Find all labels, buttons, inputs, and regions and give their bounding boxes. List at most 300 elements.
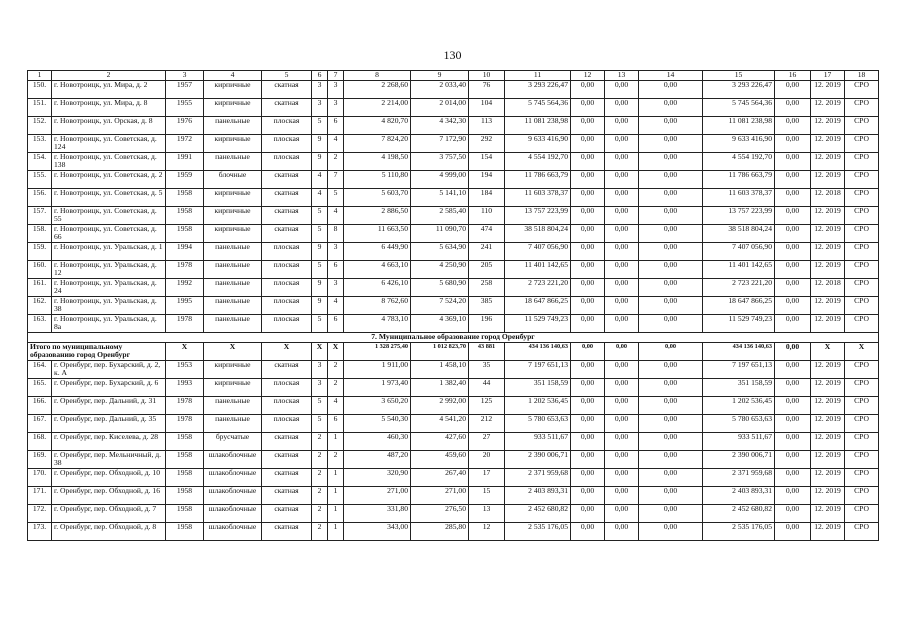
total-cell: X (328, 342, 344, 360)
table-cell: 0,00 (775, 116, 811, 134)
table-cell: скатная (262, 468, 312, 486)
table-cell: 0,00 (571, 522, 605, 540)
table-cell: 27 (469, 432, 505, 450)
column-number: 15 (703, 71, 775, 81)
table-cell: 343,00 (344, 522, 411, 540)
total-cell: X (204, 342, 262, 360)
section-spacer (28, 332, 879, 342)
table-cell: 4 (312, 170, 328, 188)
table-cell: 5 680,90 (411, 278, 469, 296)
table-cell: 168. (28, 432, 52, 450)
table-cell: СРО (845, 224, 879, 242)
table-cell: 12. 2019 (811, 432, 845, 450)
table-cell: 163. (28, 314, 52, 332)
table-cell: 11 081 238,98 (505, 116, 571, 134)
table-cell: 158. (28, 224, 52, 242)
table-cell: плоская (262, 314, 312, 332)
total-row (28, 342, 879, 360)
table-cell: 6 (328, 414, 344, 432)
table-cell: 0,00 (571, 468, 605, 486)
table-cell: панельные (204, 314, 262, 332)
table-cell: СРО (845, 206, 879, 224)
table-cell: 2 (312, 486, 328, 504)
total-cell: X (811, 342, 845, 360)
column-number: 7 (328, 71, 344, 81)
table-cell: 2 403 893,31 (703, 486, 775, 504)
table-cell: 13 757 223,99 (505, 206, 571, 224)
table-cell: 11 786 663,79 (703, 170, 775, 188)
table-cell: г. Новотроицк, ул. Уральская, д. 38 (52, 296, 166, 314)
table-cell: 0,00 (639, 224, 703, 242)
table-cell: 0,00 (639, 278, 703, 296)
table-cell: 38 518 804,24 (505, 224, 571, 242)
table-cell: 110 (469, 206, 505, 224)
table-cell: 161. (28, 278, 52, 296)
table-cell: 12. 2018 (811, 188, 845, 206)
table-cell: 0,00 (639, 414, 703, 432)
table-row (28, 116, 879, 134)
table-cell: 11 603 378,37 (505, 188, 571, 206)
table-cell: г. Оренбург, пер. Обходной, д. 16 (52, 486, 166, 504)
table-cell: 0,00 (775, 360, 811, 378)
table-cell: СРО (845, 116, 879, 134)
table-cell: 0,00 (571, 396, 605, 414)
table-cell: 3 (312, 98, 328, 116)
table-cell: шлакоблочные (204, 486, 262, 504)
table-cell: скатная (262, 522, 312, 540)
table-cell: 169. (28, 450, 52, 468)
table-cell: брусчатые (204, 432, 262, 450)
table-cell: 0,00 (775, 278, 811, 296)
table-cell: 2 (312, 432, 328, 450)
table-cell: 0,00 (639, 242, 703, 260)
table-cell: 5 (312, 206, 328, 224)
total-cell: 1 012 823,70 (411, 342, 469, 360)
table-cell: 0,00 (571, 486, 605, 504)
total-cell: X (262, 342, 312, 360)
table-cell: 0,00 (571, 260, 605, 278)
table-cell: 3 (328, 80, 344, 98)
table-cell: 15 (469, 486, 505, 504)
table-cell: 0,00 (605, 450, 639, 468)
table-cell: 173. (28, 522, 52, 540)
table-cell: 474 (469, 224, 505, 242)
table-cell: 12. 2019 (811, 116, 845, 134)
table-cell: 2 403 893,31 (505, 486, 571, 504)
table-cell: 0,00 (605, 134, 639, 152)
table-cell: 3 (328, 98, 344, 116)
table-row (28, 278, 879, 296)
table-cell: 1 (328, 522, 344, 540)
table-cell: 12. 2019 (811, 152, 845, 170)
table-cell: 9 (312, 152, 328, 170)
table-cell: кирпичные (204, 360, 262, 378)
table-cell: г. Оренбург, пер. Обходной, д. 7 (52, 504, 166, 522)
table-cell: г. Новотроицк, ул. Советская, д. 124 (52, 134, 166, 152)
table-cell: 1958 (166, 206, 204, 224)
table-cell: СРО (845, 314, 879, 332)
table-cell: кирпичные (204, 224, 262, 242)
table-row (28, 134, 879, 152)
table-cell: плоская (262, 152, 312, 170)
table-cell: скатная (262, 98, 312, 116)
table-cell: 487,20 (344, 450, 411, 468)
table-cell: 170. (28, 468, 52, 486)
table-cell: 0,00 (571, 116, 605, 134)
column-number: 3 (166, 71, 204, 81)
column-number: 16 (775, 71, 811, 81)
table-cell: г. Новотроицк, ул. Советская, д. 138 (52, 152, 166, 170)
column-number: 17 (811, 71, 845, 81)
table-cell: 7 524,20 (411, 296, 469, 314)
table-cell: 0,00 (605, 360, 639, 378)
table-cell: 11 090,70 (411, 224, 469, 242)
table-cell: 1959 (166, 170, 204, 188)
table-cell: СРО (845, 378, 879, 396)
table-cell: 125 (469, 396, 505, 414)
table-cell: 0,00 (775, 134, 811, 152)
table-cell: 5 (312, 224, 328, 242)
table-cell: 172. (28, 504, 52, 522)
table-cell: 12. 2019 (811, 98, 845, 116)
table-cell: 3 (312, 80, 328, 98)
table-row (28, 486, 879, 504)
table-cell: СРО (845, 152, 879, 170)
table-cell: 0,00 (775, 432, 811, 450)
table-cell: кирпичные (204, 134, 262, 152)
table-cell: г. Оренбург, пер. Бухарский, д. 2, к. А (52, 360, 166, 378)
table-cell: 5 603,70 (344, 188, 411, 206)
table-cell: 4 820,70 (344, 116, 411, 134)
table-cell: 1 (328, 504, 344, 522)
table-cell: 2 390 006,71 (703, 450, 775, 468)
table-cell: 153. (28, 134, 52, 152)
table-cell: 1953 (166, 360, 204, 378)
table-cell: 0,00 (775, 152, 811, 170)
table-cell: СРО (845, 360, 879, 378)
table-cell: 3 (312, 378, 328, 396)
table-cell: 4 (312, 188, 328, 206)
table-cell: 1992 (166, 278, 204, 296)
table-cell: 276,50 (411, 504, 469, 522)
table-cell: 427,60 (411, 432, 469, 450)
table-cell: 271,00 (411, 486, 469, 504)
total-cell: 0,00 (775, 342, 811, 360)
table-cell: скатная (262, 170, 312, 188)
table-cell: СРО (845, 134, 879, 152)
table-cell: 9 (312, 242, 328, 260)
table-cell: 285,80 (411, 522, 469, 540)
table-cell: 0,00 (775, 296, 811, 314)
table-cell: 104 (469, 98, 505, 116)
table-cell: кирпичные (204, 98, 262, 116)
table-cell: 162. (28, 296, 52, 314)
table-cell: плоская (262, 414, 312, 432)
table-row (28, 396, 879, 414)
table-cell: 0,00 (639, 450, 703, 468)
table-cell: 5 (312, 116, 328, 134)
table-cell: 7 (328, 170, 344, 188)
table-cell: 12. 2019 (811, 486, 845, 504)
column-number-row (28, 71, 879, 81)
table-cell: 351 158,59 (505, 378, 571, 396)
table-cell: 167. (28, 414, 52, 432)
table-cell: панельные (204, 296, 262, 314)
table-cell: 3 757,50 (411, 152, 469, 170)
column-number: 1 (28, 71, 52, 81)
table-cell: плоская (262, 134, 312, 152)
table-cell: 0,00 (605, 468, 639, 486)
table-row (28, 224, 879, 242)
table-cell: шлакоблочные (204, 450, 262, 468)
table-cell: СРО (845, 188, 879, 206)
table-cell: 5 (312, 314, 328, 332)
table-cell: 12. 2019 (811, 224, 845, 242)
table-cell: 4 554 192,70 (703, 152, 775, 170)
total-cell: 1 328 275,40 (344, 342, 411, 360)
table-cell: 18 647 866,25 (703, 296, 775, 314)
table-cell: 152. (28, 116, 52, 134)
table-cell: 0,00 (605, 260, 639, 278)
total-cell: X (166, 342, 204, 360)
table-cell: плоская (262, 242, 312, 260)
table-cell: 2 535 176,05 (703, 522, 775, 540)
table-cell: 0,00 (775, 206, 811, 224)
table-cell: 0,00 (775, 80, 811, 98)
total-cell: 434 136 140,63 (505, 342, 571, 360)
table-cell: г. Оренбург, пер. Обходной, д. 8 (52, 522, 166, 540)
table-cell: скатная (262, 486, 312, 504)
table-cell: 4 369,10 (411, 314, 469, 332)
table-cell: СРО (845, 522, 879, 540)
table-cell: 1972 (166, 134, 204, 152)
table-cell: 2 (328, 378, 344, 396)
table-row (28, 98, 879, 116)
table-cell: 5 780 653,63 (703, 414, 775, 432)
column-number: 5 (262, 71, 312, 81)
table-cell: 5 (328, 188, 344, 206)
table-cell: 8 762,60 (344, 296, 411, 314)
table-cell: 7 407 056,90 (505, 242, 571, 260)
table-cell: 2 214,00 (344, 98, 411, 116)
table-cell: СРО (845, 414, 879, 432)
table-row (28, 80, 879, 98)
table-cell: 0,00 (639, 468, 703, 486)
table-cell: 205 (469, 260, 505, 278)
table-cell: 0,00 (605, 170, 639, 188)
column-number: 12 (571, 71, 605, 81)
table-cell: 6 (328, 314, 344, 332)
table-cell: 17 (469, 468, 505, 486)
table-cell: панельные (204, 152, 262, 170)
table-cell: 0,00 (571, 378, 605, 396)
table-body (28, 71, 879, 541)
table-cell: 933 511,67 (505, 432, 571, 450)
table-cell: 44 (469, 378, 505, 396)
table-cell: 0,00 (639, 134, 703, 152)
total-label: Итого по муниципальному образованию город Оренбург (28, 342, 166, 360)
column-number: 11 (505, 71, 571, 81)
table-cell: 35 (469, 360, 505, 378)
table-cell: 1 458,10 (411, 360, 469, 378)
table-cell: 6 426,10 (344, 278, 411, 296)
table-cell: 331,80 (344, 504, 411, 522)
table-row (28, 504, 879, 522)
table-cell: 0,00 (571, 432, 605, 450)
table-cell: 0,00 (639, 486, 703, 504)
table-cell: 1978 (166, 314, 204, 332)
table-cell: 76 (469, 80, 505, 98)
table-cell: 171. (28, 486, 52, 504)
table-cell: г. Новотроицк, ул. Уральская, д. 1 (52, 242, 166, 260)
table-cell: 154. (28, 152, 52, 170)
table-cell: 194 (469, 170, 505, 188)
table-cell: СРО (845, 80, 879, 98)
table-cell: г. Новотроицк, ул. Мира, д. 8 (52, 98, 166, 116)
table-cell: СРО (845, 260, 879, 278)
table-cell: 2 992,00 (411, 396, 469, 414)
table-cell: 113 (469, 116, 505, 134)
table-cell: 0,00 (571, 188, 605, 206)
table-cell: 0,00 (639, 360, 703, 378)
table-cell: 933 511,67 (703, 432, 775, 450)
table-cell: 11 529 749,23 (505, 314, 571, 332)
table-cell: 460,30 (344, 432, 411, 450)
table-cell: 0,00 (775, 188, 811, 206)
column-number: 2 (52, 71, 166, 81)
total-cell: X (845, 342, 879, 360)
table-cell: 11 401 142,65 (505, 260, 571, 278)
table-cell: 5 (312, 396, 328, 414)
table-cell: 0,00 (639, 260, 703, 278)
table-cell: скатная (262, 206, 312, 224)
table-cell: СРО (845, 432, 879, 450)
table-row (28, 152, 879, 170)
table-cell: плоская (262, 296, 312, 314)
table-cell: г. Новотроицк, ул. Советская, д. 5 (52, 188, 166, 206)
table-cell: 0,00 (571, 152, 605, 170)
total-cell: X (312, 342, 328, 360)
table-cell: 1958 (166, 450, 204, 468)
table-cell: 7 197 651,13 (505, 360, 571, 378)
table-cell: 2 (312, 450, 328, 468)
total-cell: 434 136 140,63 (703, 342, 775, 360)
table-cell: 0,00 (639, 80, 703, 98)
table-cell: 0,00 (605, 278, 639, 296)
table-cell: г. Новотроицк, ул. Уральская, д. 12 (52, 260, 166, 278)
table-cell: 351 158,59 (703, 378, 775, 396)
table-cell: 258 (469, 278, 505, 296)
table-cell: скатная (262, 504, 312, 522)
table-cell: 4 250,90 (411, 260, 469, 278)
table-cell: панельные (204, 278, 262, 296)
table-cell: 1 382,40 (411, 378, 469, 396)
table-cell: 1 911,00 (344, 360, 411, 378)
table-cell: 0,00 (775, 468, 811, 486)
table-cell: 6 (328, 116, 344, 134)
table-cell: 7 172,90 (411, 134, 469, 152)
table-cell: 0,00 (571, 242, 605, 260)
table-cell: 12. 2019 (811, 260, 845, 278)
table-cell: скатная (262, 450, 312, 468)
table-cell: 1978 (166, 414, 204, 432)
table-cell: 9 633 416,90 (505, 134, 571, 152)
table-row (28, 522, 879, 540)
table-cell: 2 535 176,05 (505, 522, 571, 540)
table-cell: СРО (845, 450, 879, 468)
table-cell: 4 (328, 134, 344, 152)
table-cell: 0,00 (639, 504, 703, 522)
table-row (28, 314, 879, 332)
table-cell: 164. (28, 360, 52, 378)
table-cell: 4 (328, 296, 344, 314)
table-cell: 13 (469, 504, 505, 522)
table-cell: 2 (328, 450, 344, 468)
table-cell: 2 886,50 (344, 206, 411, 224)
table-cell: 0,00 (605, 188, 639, 206)
table-cell: скатная (262, 80, 312, 98)
table-cell: 0,00 (775, 242, 811, 260)
table-cell: 12. 2019 (811, 80, 845, 98)
table-cell: 2 371 959,68 (505, 468, 571, 486)
table-cell: 5 (312, 414, 328, 432)
table-cell: 0,00 (571, 206, 605, 224)
table-cell: 2 (328, 360, 344, 378)
table-cell: 12. 2019 (811, 414, 845, 432)
table-cell: г. Оренбург, пер. Дальний, д. 31 (52, 396, 166, 414)
table-cell: 12. 2019 (811, 134, 845, 152)
table-cell: 165. (28, 378, 52, 396)
table-cell: 1958 (166, 522, 204, 540)
table-cell: 9 633 416,90 (703, 134, 775, 152)
table-cell: 11 663,50 (344, 224, 411, 242)
table-cell: 9 (312, 134, 328, 152)
table-cell: 5 745 564,36 (703, 98, 775, 116)
table-cell: 0,00 (775, 314, 811, 332)
table-cell: г. Новотроицк, ул. Мира, д. 2 (52, 80, 166, 98)
table-cell: 2 014,00 (411, 98, 469, 116)
table-cell: 38 518 804,24 (703, 224, 775, 242)
table-cell: г. Новотроицк, ул. Орская, д. 8 (52, 116, 166, 134)
table-cell: 184 (469, 188, 505, 206)
table-cell: 4 342,30 (411, 116, 469, 134)
table-cell: панельные (204, 260, 262, 278)
table-cell: 2 371 959,68 (703, 468, 775, 486)
table-cell: 3 (312, 360, 328, 378)
table-row (28, 450, 879, 468)
table-cell: 0,00 (605, 396, 639, 414)
table-cell: 0,00 (639, 116, 703, 134)
table-cell: 160. (28, 260, 52, 278)
table-cell: 0,00 (775, 522, 811, 540)
table-cell: 0,00 (639, 206, 703, 224)
table-cell: 4 (328, 206, 344, 224)
total-cell: 43 881 (469, 342, 505, 360)
table-cell: 2 033,40 (411, 80, 469, 98)
table-cell: 1 202 536,45 (703, 396, 775, 414)
table-cell: 2 (312, 504, 328, 522)
table-cell: 1 973,40 (344, 378, 411, 396)
table-cell: 0,00 (639, 152, 703, 170)
table-row (28, 378, 879, 396)
table-cell: 0,00 (775, 414, 811, 432)
table-cell: 5 634,90 (411, 242, 469, 260)
table-cell: 4 663,10 (344, 260, 411, 278)
table-cell: 0,00 (605, 378, 639, 396)
page-number: 130 (443, 48, 462, 62)
section-title: 7. Муниципальное образование город Оренбург (28, 332, 879, 342)
table-cell: панельные (204, 414, 262, 432)
